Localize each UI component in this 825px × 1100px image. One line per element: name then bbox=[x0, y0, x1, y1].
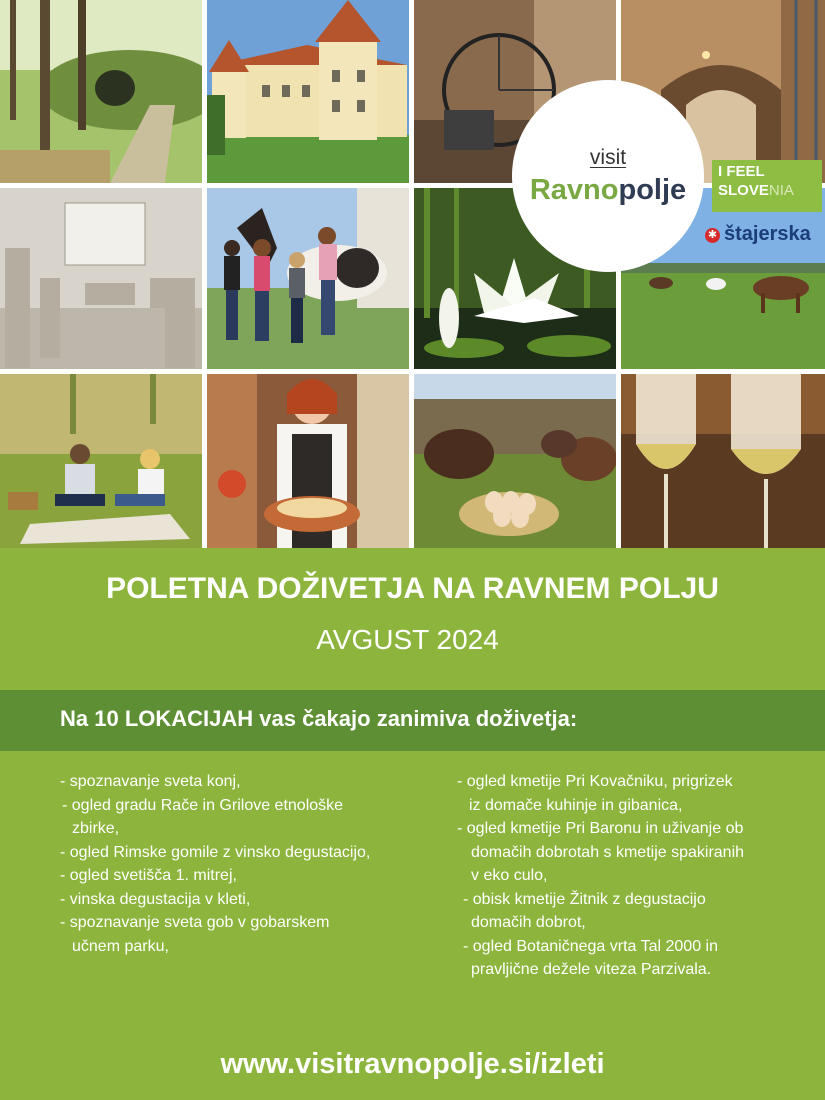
visit-ravnopolje-logo bbox=[512, 80, 704, 272]
band-title: Na 10 LOKACIJAH vas čakajo zanimiva doživetja: bbox=[60, 706, 578, 731]
list-item: - ogled kmetije Pri Baronu in uživanje ob bbox=[457, 820, 744, 837]
photo-race-castle bbox=[207, 0, 409, 183]
list-item: - ogled Rimske gomile z vinsko degustacijo, bbox=[60, 843, 371, 861]
list-item: - ogled svetišča 1. mitrej, bbox=[60, 867, 237, 884]
list-item: učnem parku, bbox=[72, 937, 169, 955]
locations-band bbox=[0, 690, 825, 751]
star-icon: ✱ bbox=[705, 228, 720, 243]
list-item: - obisk kmetije Žitnik z degustacijo bbox=[463, 890, 706, 908]
list-item: zbirke, bbox=[72, 820, 120, 837]
list-item: - ogled kmetije Pri Kovačniku, prigrizek bbox=[457, 773, 733, 790]
photo-mithraeum bbox=[0, 188, 202, 369]
badge-line1: I FEEL bbox=[718, 163, 765, 180]
photo-roman-tumulus bbox=[0, 0, 202, 183]
photo-hens-eggs bbox=[414, 374, 616, 548]
list-item: v eko culo, bbox=[471, 867, 548, 884]
list-item: domačih dobrot, bbox=[471, 914, 586, 931]
i-feel-slovenia-badge bbox=[712, 160, 822, 212]
photo-picnic bbox=[0, 374, 202, 548]
list-item: iz domače kuhinje in gibanica, bbox=[469, 796, 683, 814]
activities-list-left bbox=[60, 770, 445, 958]
list-item: - spoznavanje sveta konj, bbox=[60, 773, 241, 790]
list-item: - ogled gradu Rače in Grilove etnološke bbox=[62, 796, 344, 814]
photo-wine-glasses bbox=[621, 374, 825, 548]
stajerska-logo bbox=[705, 223, 811, 246]
event-month: AVGUST 2024 bbox=[316, 624, 499, 655]
list-item: - ogled Botaničnega vrta Tal 2000 in bbox=[463, 937, 718, 955]
photo-woman-pastry bbox=[207, 374, 409, 548]
website-link[interactable]: www.visitravnopolje.si/izleti bbox=[220, 1048, 605, 1080]
list-item: - vinska degustacija v kleti, bbox=[60, 890, 251, 908]
activities-list-right bbox=[457, 770, 802, 982]
list-item: pravljične dežele viteza Parzivala. bbox=[471, 961, 712, 978]
list-item: domačih dobrotah s kmetije spakiranih bbox=[471, 843, 745, 861]
headline: POLETNA DOŽIVETJA NA RAVNEM POLJU bbox=[106, 572, 719, 605]
logo-name-text: Ravnopolje bbox=[529, 174, 687, 206]
stajerska-text: štajerska bbox=[724, 223, 811, 245]
badge-line2: SLOVENIA bbox=[718, 182, 794, 199]
list-item: - spoznavanje sveta gob v gobarskem bbox=[60, 914, 330, 931]
logo-visit-text: visit bbox=[589, 146, 627, 169]
photo-collage bbox=[0, 0, 825, 548]
photo-kids-horse bbox=[207, 188, 409, 369]
